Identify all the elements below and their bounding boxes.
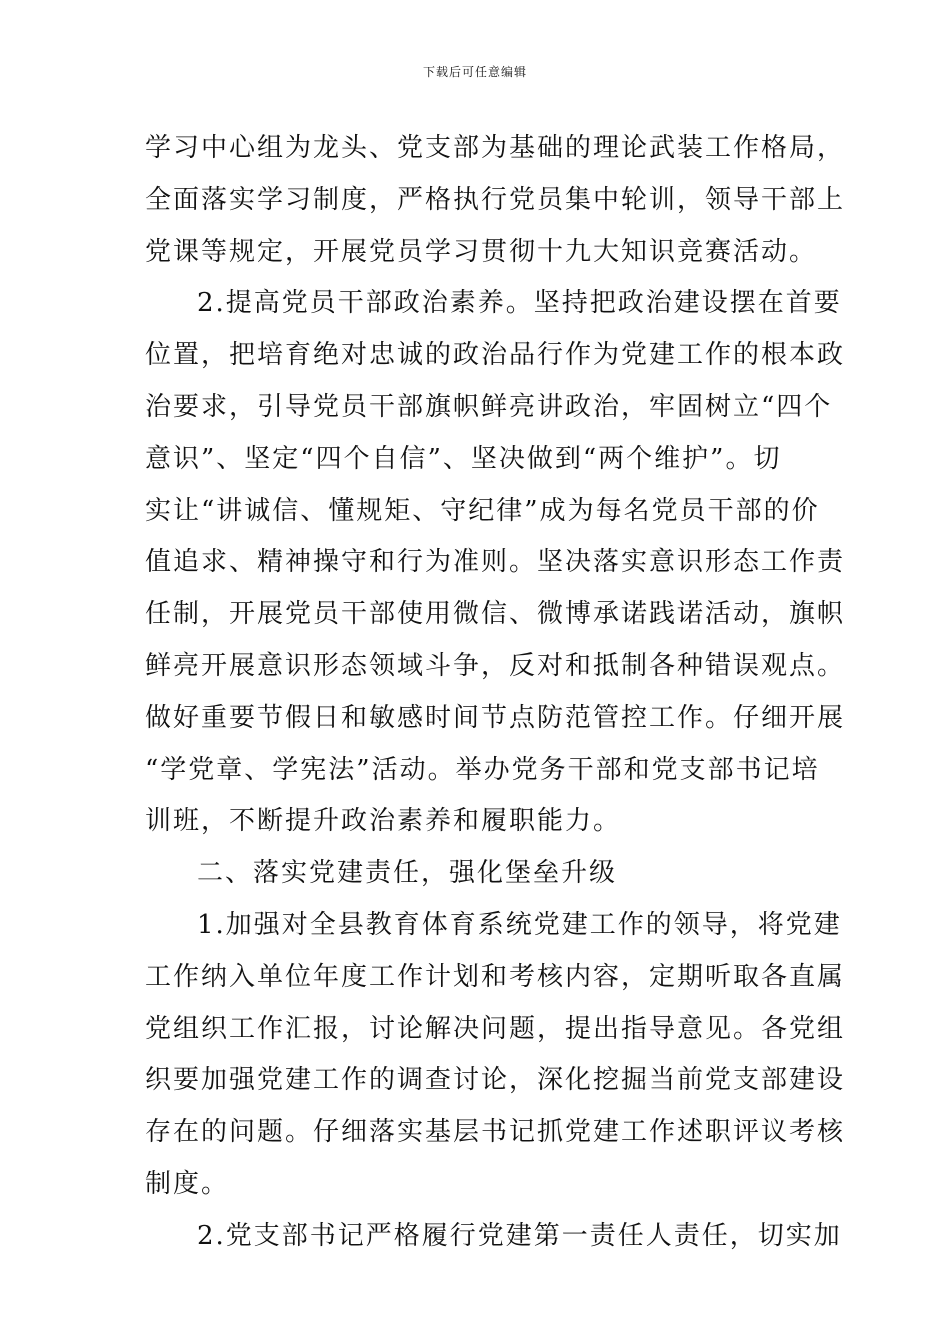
document-body bbox=[145, 128, 846, 1268]
text-line: 党组织工作汇报，讨论解决问题，提出指导意见。各党组 bbox=[145, 1013, 846, 1044]
text-line: 学习中心组为龙头、党支部为基础的理论武装工作格局， bbox=[145, 133, 846, 163]
text-line: 鲜亮开展意识形态领域斗争，反对和抵制各种错误观点。 bbox=[145, 650, 846, 681]
text-line: “学党章、学宪法”活动。举办党务干部和党支部书记培 bbox=[145, 754, 820, 785]
section-heading: 二、落实党建责任，强化堡垒升级 bbox=[197, 858, 618, 889]
text-line: 治要求，引导党员干部旗帜鲜亮讲政治，牢固树立“四个 bbox=[145, 391, 833, 422]
text-line: 制度。 bbox=[145, 1168, 230, 1199]
paragraph-start-line: 2.提高党员干部政治素养。坚持把政治建设摆在首要 bbox=[197, 288, 842, 319]
text-line: 意识”、坚定“四个自信”、坚决做到“两个维护”。切 bbox=[145, 443, 782, 474]
text-line: 织要加强党建工作的调查讨论，深化挖掘当前党支部建设 bbox=[145, 1065, 846, 1096]
paragraph-start-line: 1.加强对全县教育体育系统党建工作的领导，将党建 bbox=[197, 909, 842, 940]
text-line: 训班，不断提升政治素养和履职能力。 bbox=[145, 806, 622, 837]
text-line: 值追求、精神操守和行为准则。坚决落实意识形态工作责 bbox=[145, 547, 846, 578]
text-line: 位置，把培育绝对忠诚的政治品行作为党建工作的根本政 bbox=[145, 340, 846, 371]
paragraph-start-line: 2.党支部书记严格履行党建第一责任人责任，切实加 bbox=[197, 1220, 842, 1251]
text-line: 工作纳入单位年度工作计划和考核内容，定期听取各直属 bbox=[145, 961, 846, 992]
text-line: 党课等规定，开展党员学习贯彻十九大知识竞赛活动。 bbox=[145, 236, 818, 267]
page-header: 下载后可任意编辑 bbox=[422, 65, 527, 79]
text-line: 任制，开展党员干部使用微信、微博承诺践诺活动，旗帜 bbox=[145, 599, 846, 630]
text-line: 做好重要节假日和敏感时间节点防范管控工作。仔细开展 bbox=[145, 702, 846, 733]
text-line: 实让“讲诚信、懂规矩、守纪律”成为每名党员干部的价 bbox=[145, 495, 820, 526]
text-line: 全面落实学习制度，严格执行党员集中轮训，领导干部上 bbox=[145, 184, 846, 215]
text-line: 存在的问题。仔细落实基层书记抓党建工作述职评议考核 bbox=[145, 1117, 846, 1148]
